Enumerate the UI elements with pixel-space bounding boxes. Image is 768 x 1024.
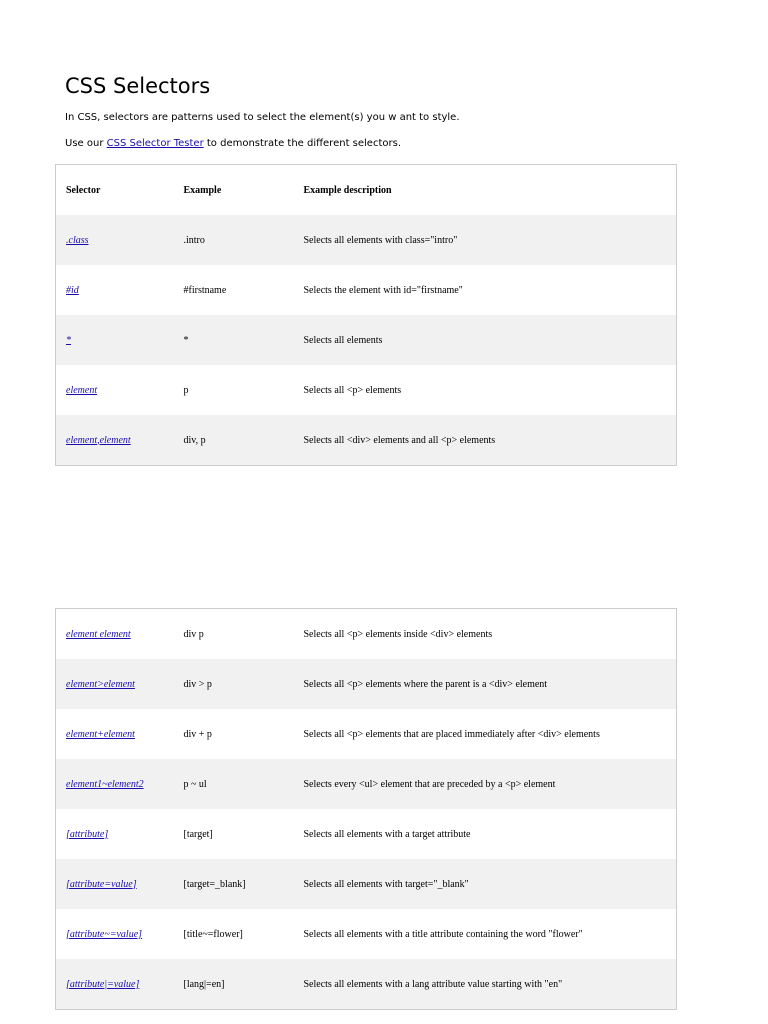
example-cell: p ~ ul bbox=[183, 778, 207, 790]
selectors-table-1 bbox=[55, 164, 677, 466]
example-cell: #firstname bbox=[183, 284, 227, 296]
table-row bbox=[56, 809, 677, 859]
selector-link[interactable]: [attribute=value] bbox=[66, 878, 137, 890]
example-cell: [target=_blank] bbox=[183, 878, 246, 890]
selector-link[interactable]: #id bbox=[66, 284, 79, 296]
description-cell: Selects every <ul> element that are preceded by a <p> element bbox=[303, 778, 556, 790]
selector-cell bbox=[56, 415, 174, 466]
description-cell: Selects all elements with a title attribute containing the word "flower" bbox=[303, 928, 583, 940]
selector-link[interactable]: * bbox=[66, 334, 71, 346]
tester-sentence bbox=[65, 138, 401, 149]
example-cell: .intro bbox=[183, 234, 205, 246]
table-row bbox=[56, 909, 677, 959]
description-cell: Selects all elements with class="intro" bbox=[303, 234, 458, 246]
selector-link[interactable]: element,element bbox=[66, 434, 131, 446]
page-title: CSS Selectors bbox=[65, 74, 211, 98]
selector-cell bbox=[56, 215, 174, 265]
table-row bbox=[56, 315, 677, 365]
table-row bbox=[56, 959, 677, 1010]
selector-cell bbox=[56, 709, 174, 759]
tester-prefix: Use our bbox=[65, 138, 104, 149]
example-cell: div > p bbox=[183, 678, 212, 690]
selector-cell bbox=[56, 909, 174, 959]
header-example: Example bbox=[183, 184, 222, 196]
css-selector-tester-link[interactable]: CSS Selector Tester bbox=[106, 138, 204, 149]
selector-link[interactable]: .class bbox=[66, 234, 89, 246]
selector-cell bbox=[56, 809, 174, 859]
table-header-row bbox=[56, 165, 677, 216]
example-cell: [target] bbox=[183, 828, 213, 840]
example-cell: [lang|=en] bbox=[183, 978, 225, 990]
selector-link[interactable]: element1~element2 bbox=[66, 778, 144, 790]
example-cell: * bbox=[183, 334, 189, 346]
table-row bbox=[56, 215, 677, 265]
selector-link[interactable]: element+element bbox=[66, 728, 135, 740]
description-cell: Selects all elements bbox=[303, 334, 383, 346]
description-cell: Selects all <p> elements bbox=[303, 384, 402, 396]
table-row bbox=[56, 265, 677, 315]
description-cell: Selects all elements with a target attribute bbox=[303, 828, 471, 840]
selector-link[interactable]: [attribute] bbox=[66, 828, 109, 840]
table-row bbox=[56, 859, 677, 909]
selector-cell bbox=[56, 759, 174, 809]
description-cell: Selects all <p> elements where the parent is a <div> element bbox=[303, 678, 548, 690]
description-cell: Selects all <p> elements inside <div> elements bbox=[303, 628, 493, 640]
description-cell: Selects all elements with a lang attribute value starting with "en" bbox=[303, 978, 563, 990]
example-cell: [title~=flower] bbox=[183, 928, 243, 940]
intro-text: In CSS, selectors are patterns used to select the element(s) you w ant to style. bbox=[65, 112, 460, 123]
selector-link[interactable]: [attribute|=value] bbox=[66, 978, 140, 990]
example-cell: div + p bbox=[183, 728, 212, 740]
selector-cell bbox=[56, 365, 174, 415]
table-row bbox=[56, 609, 677, 660]
header-selector: Selector bbox=[66, 184, 101, 196]
description-cell: Selects the element with id="firstname" bbox=[303, 284, 463, 296]
selector-cell bbox=[56, 609, 174, 660]
selector-link[interactable]: [attribute~=value] bbox=[66, 928, 143, 940]
table-row bbox=[56, 759, 677, 809]
selector-link[interactable]: element bbox=[66, 384, 98, 396]
selector-cell bbox=[56, 315, 174, 365]
selector-cell bbox=[56, 265, 174, 315]
description-cell: Selects all <div> elements and all <p> elements bbox=[303, 434, 496, 446]
example-cell: div p bbox=[183, 628, 204, 640]
example-cell: div, p bbox=[183, 434, 206, 446]
selector-cell bbox=[56, 659, 174, 709]
selectors-table-2 bbox=[55, 608, 677, 1010]
example-cell: p bbox=[183, 384, 189, 396]
selector-cell bbox=[56, 859, 174, 909]
selector-link[interactable]: element element bbox=[66, 628, 131, 640]
description-cell: Selects all elements with target="_blank" bbox=[303, 878, 469, 890]
table-row bbox=[56, 365, 677, 415]
table-row bbox=[56, 709, 677, 759]
selector-link[interactable]: element>element bbox=[66, 678, 135, 690]
table-row bbox=[56, 415, 677, 466]
tester-suffix: to demonstrate the different selectors. bbox=[206, 138, 401, 149]
selector-cell bbox=[56, 959, 174, 1010]
table-row bbox=[56, 659, 677, 709]
description-cell: Selects all <p> elements that are placed immediately after <div> elements bbox=[303, 728, 600, 740]
header-description: Example description bbox=[303, 184, 392, 196]
